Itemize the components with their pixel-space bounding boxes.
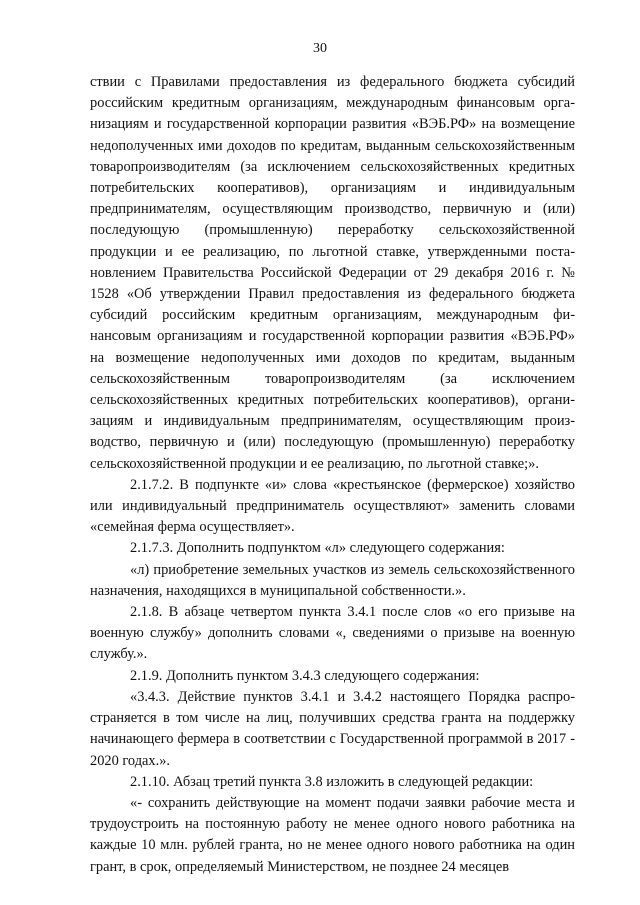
paragraph-2-1-7-2: 2.1.7.2. В подпункте «и» слова «крестьянское (фермерское) хозяйство или индивидуальный предприниматель осуществляют» заменить словами «семейная ферма осуществляет». [90,476,575,536]
paragraph-2-1-7-3: 2.1.7.3. Дополнить подпунктом «л» следующего содержания: [130,540,505,557]
paragraph-3-4-3: «3.4.3. Действие пунктов 3.4.1 и 3.4.2 настоящего Порядка распространяется в том числе на лиц, получивших средства гранта на поддержку начинающего фермера в соответствии с Государственной программой в 2017 - 2020 годах.». [90,688,575,769]
paragraph-2-1-8: 2.1.8. В абзаце четвертом пункта 3.4.1 после слов «о его призыве на военную службу» дополнить словами «, сведениями о призыве на военную службу.». [90,604,575,663]
paragraph-2-1-9: 2.1.9. Дополнить пунктом 3.4.3 следующего содержания: [130,667,480,684]
paragraph-2-1-10: 2.1.10. Абзац третий пункта 3.8 изложить в следующей редакции: [130,773,534,790]
paragraph-3-8-new-text: «- сохранить действующие на момент подачи заявки рабочие места и трудоустроить на постоянную работу не менее одного нового работника на каждые 10 млн. рублей гранта, но не менее одного нового работника на один грант, в срок, определяемый Министерством, не позднее 24 месяцев [90,794,575,875]
paragraph-continuation: ствии с Правилами предоставления из федерального бюджета субсидий российским кредитным организациям, международным финансовым организациям и государственной корпорации развития «ВЭБ.РФ» на возмещение недополученных ими доходов по кредитам, выданным сельскохозяйственным товаропроизводителям (за исключением сельскохозяйственных кредитных потребительских кооперативов), организациям и индивидуальным предпринимателям, осуществляющим производство, первичную и (или) последующую (промышленную) переработку сельскохозяйственной продукции и ее реализацию, по льготной ставке, утвержденными постановлением Правительства Российской Федерации от 29 декабря 2016 г. № 1528 «Об утверждении Правил предоставления из федерального бюджета субсидий российским кредитным организациям, международным финансовым организациям и государственной корпорации развития «ВЭБ.РФ» на возмещение недополученных ими доходов по кредитам, выданным сельскохозяйственным товаропроизводителям (за исключением сельскохозяйственных кредитных потребительских кооперативов), организациям и индивидуальным предпринимателям, осуществляющим производство, первичную и (или) последующую (промышленную) переработку сельскохозяйственной продукции и ее реализацию, по льготной ставке;». [90,74,575,472]
paragraph-subpoint-l: «л) приобретение земельных участков из земель сельскохозяйственного назначения, находящихся в муниципальной собственности.». [90,561,575,599]
page-number: 30 [313,41,327,56]
document-body [90,72,575,878]
